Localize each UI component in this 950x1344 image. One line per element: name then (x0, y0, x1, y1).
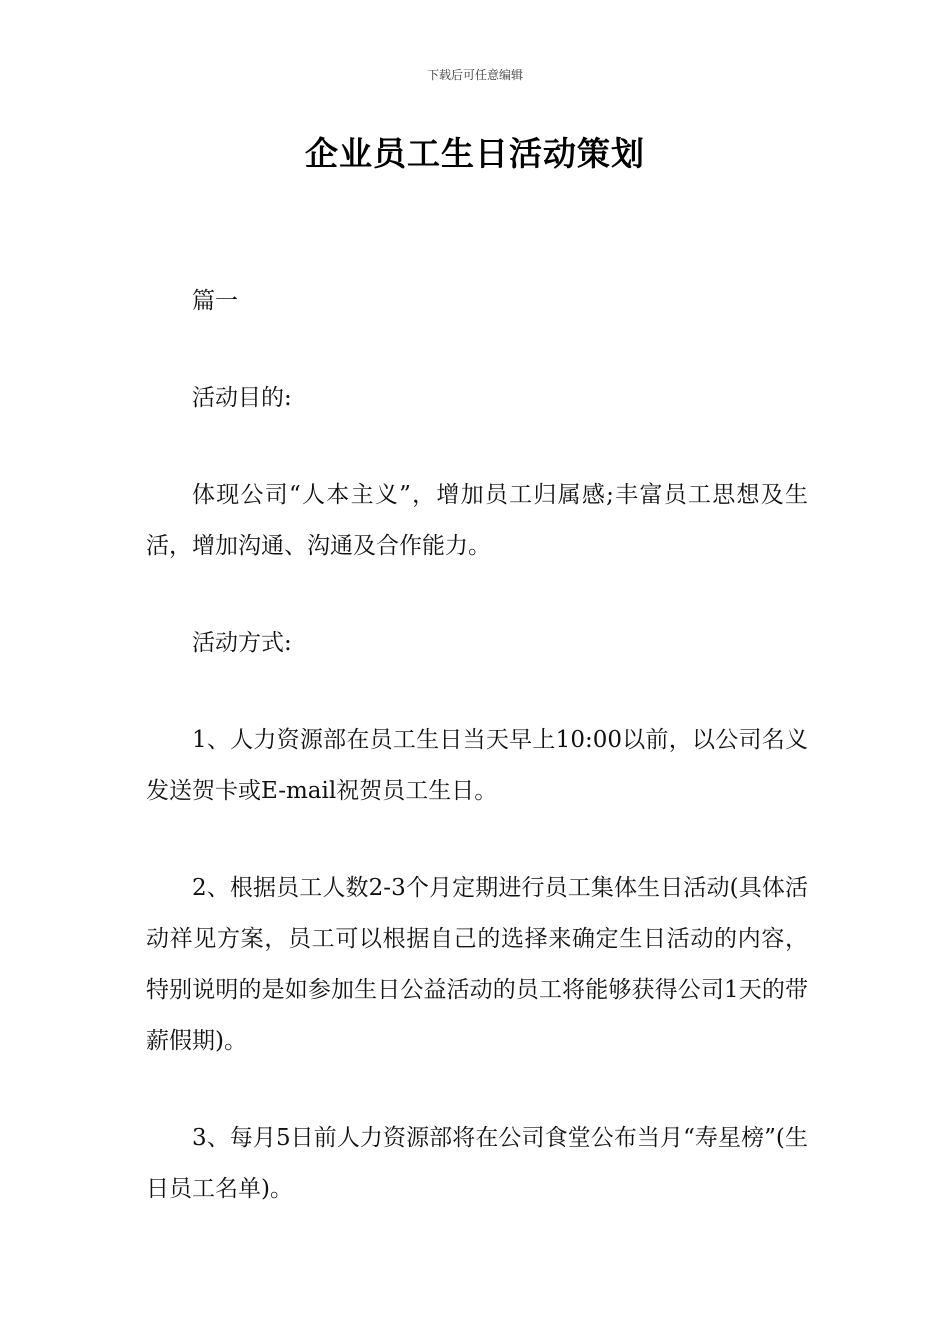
subheading-purpose: 活动目的: (192, 385, 292, 411)
document-body (146, 276, 808, 1261)
paragraph-item-1: 1、人力资源部在员工生日当天早上10:00以前，以公司名义发送贺卡或E-mail祝贺员工生日。 (146, 727, 808, 804)
paragraph-purpose: 体现公司“人本主义”，增加员工归属感;丰富员工思想及生活，增加沟通、沟通及合作能力。 (146, 482, 808, 559)
section-heading: 篇一 (192, 288, 238, 314)
paragraph-item-3: 3、每月5日前人力资源部将在公司食堂公布当月“寿星榜”(生日员工名单)。 (146, 1125, 808, 1202)
document-title: 企业员工生日活动策划 (305, 134, 645, 173)
subheading-method: 活动方式: (192, 630, 292, 656)
header-note: 下载后可任意编辑 (426, 68, 523, 82)
paragraph-item-2: 2、根据员工人数2-3个月定期进行员工集体生日活动(具体活动祥见方案，员工可以根据自己的选择来确定生日活动的内容，特别说明的是如参加生日公益活动的员工将能够获得公司1天的带薪假期)。 (146, 875, 808, 1054)
